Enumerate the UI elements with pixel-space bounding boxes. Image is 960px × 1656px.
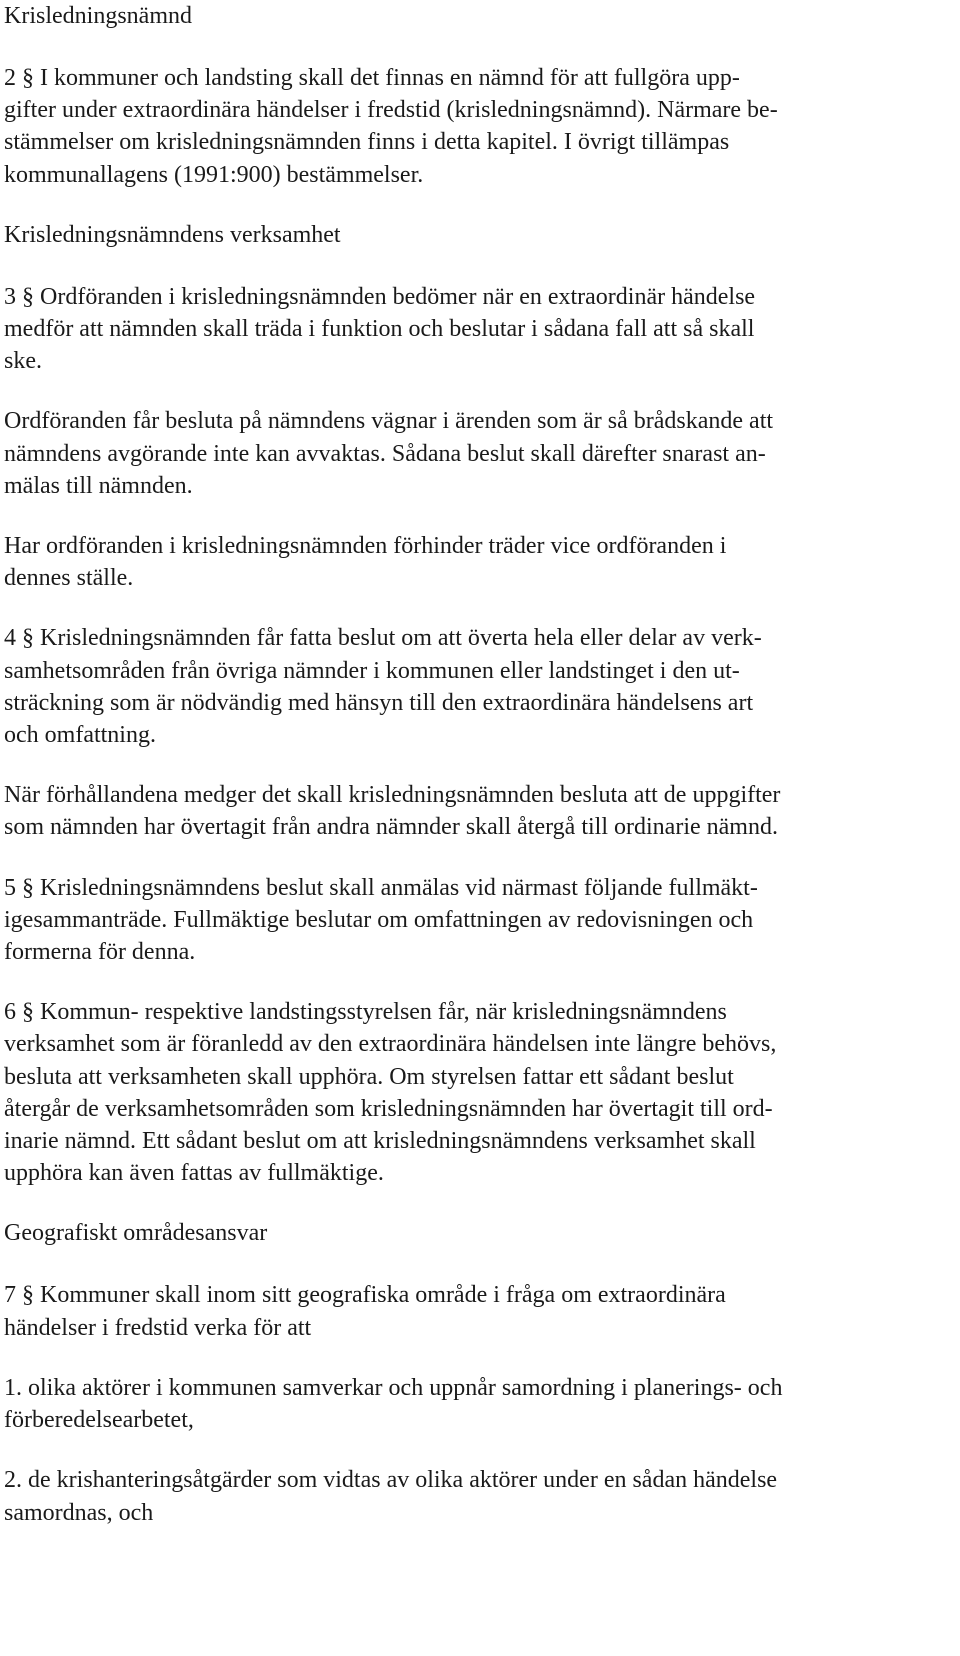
paragraph-5: 5 § Krisledningsnämndens beslut skall anmälas vid närmast följande fullmäkt- igesammanträde. Fullmäktige beslutar om omfattningen av redovisningen och formerna för denna. <box>4 874 758 966</box>
paragraph-3: 3 § Ordföranden i krisledningsnämnden bedömer när en extraordinär händelse medför att nämnden skall träda i funktion och beslutar i sådana fall att så skall ske. <box>4 283 756 375</box>
paragraph-4b: När förhållandena medger det skall krisledningsnämnden besluta att de uppgifter som nämnden har övertagit från andra nämnder skall återgå till ordinarie nämnd. <box>4 782 781 841</box>
section-heading-verksamhet: Krisledningsnämndens verksamhet <box>4 221 341 248</box>
section-heading-geografiskt: Geografiskt områdesansvar <box>4 1220 268 1247</box>
paragraph-7: 7 § Kommuner skall inom sitt geografiska område i fråga om extraordinära händelser i fredstid verka för att <box>4 1282 726 1341</box>
paragraph-2: 2 § I kommuner och landsting skall det finnas en nämnd för att fullgöra upp- gifter under extraordinära händelser i fredstid (krisledningsnämnd). Närmare be- stämmelser om krisledningsnämnden finns i detta kapitel. I övrigt tillämpas kommunallagens (1991:900) bestämmelser. <box>4 65 778 188</box>
paragraph-3b: Ordföranden får besluta på nämndens vägnar i ärenden som är så brådskande att nämndens avgörande inte kan avvaktas. Sådana beslut skall därefter snarast an- mälas till nämnden. <box>4 408 774 499</box>
paragraph-3c: Har ordföranden i krisledningsnämnden förhinder träder vice ordföranden i dennes ställe. <box>4 533 727 592</box>
paragraph-4: 4 § Krisledningsnämnden får fatta beslut om att överta hela eller delar av verk- samhetsområden från övriga nämnder i kommunen eller landstinget i den ut- sträckning som är nödvändig med hänsyn till den extraordinära händelsens art och omfattning. <box>4 625 762 749</box>
list-item-2: 2. de krishanteringsåtgärder som vidtas av olika aktörer under en sådan händelse samordnas, och <box>4 1467 778 1526</box>
document-page <box>4 0 954 1529</box>
list-item-1: 1. olika aktörer i kommunen samverkar och uppnår samordning i planerings- och förberedelsearbetet, <box>4 1374 783 1434</box>
paragraph-6: 6 § Kommun- respektive landstingsstyrelsen får, när krisledningsnämndens verksamhet som är föranledd av den extraordinära händelsen inte längre behövs, besluta att verksamheten skall upphöra. Om styrelsen fattar ett sådant beslut återgår de verksamhetsområden som krisledningsnämnden har övertagit till ord- inarie nämnd. Ett sådant beslut om att krisledningsnämndens verksamhet skall upphöra kan även fattas av fullmäktige. <box>4 999 777 1187</box>
section-heading-krisledningsnamnd: Krisledningsnämnd <box>4 3 192 29</box>
